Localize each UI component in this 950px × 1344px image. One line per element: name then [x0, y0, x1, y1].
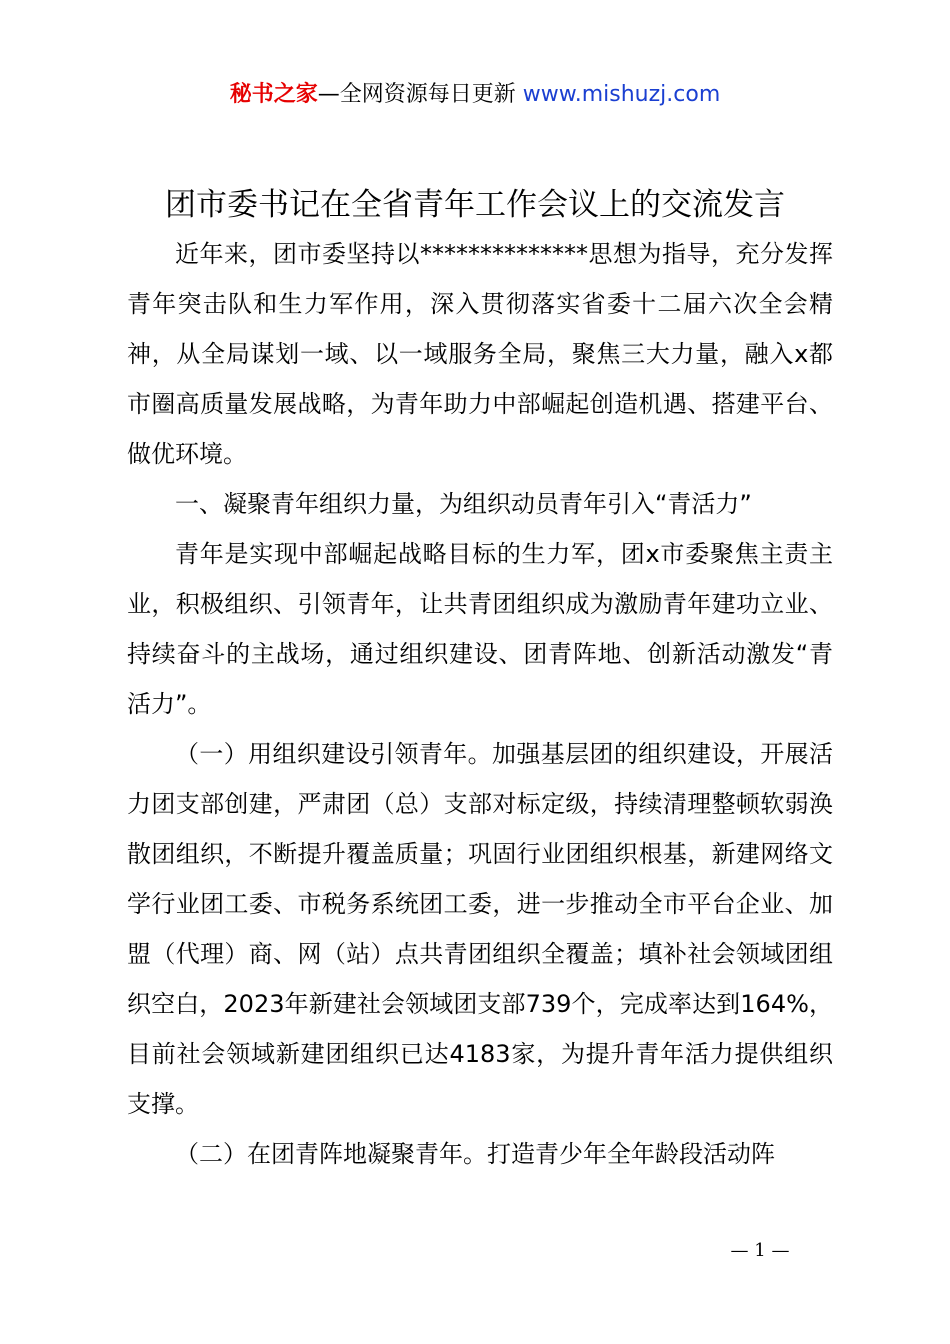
site-url-link[interactable]: www.mishuzj.com: [522, 82, 721, 107]
paragraph-section-1: 青年是实现中部崛起战略目标的生力军，团x市委聚焦主责主业，积极组织、引领青年，让共青团组织成为激励青年建功立业、持续奋斗的主战场，通过组织建设、团青阵地、创新活动激发“青活力”。: [127, 540, 833, 718]
document-body: [127, 229, 833, 1179]
document-title: 团市委书记在全省青年工作会议上的交流发言: [165, 187, 785, 223]
page-number: — 1 —: [730, 1240, 790, 1261]
header-tagline: —全网资源每日更新: [317, 82, 516, 107]
paragraph-intro: 近年来，团市委坚持以**************思想为指导，充分发挥青年突击队和生力军作用，深入贯彻落实省委十二届六次全会精神，从全局谋划一域、以一域服务全局，聚焦三大力量，融入x都市圈高质量发展战略，为青年助力中部崛起创造机遇、搭建平台、做优环境。: [127, 240, 833, 468]
paragraph-subsection-1: （一）用组织建设引领青年。加强基层团的组织建设，开展活力团支部创建，严肃团（总）支部对标定级，持续清理整顿软弱涣散团组织，不断提升覆盖质量；巩固行业团组织根基，新建网络文学行业团工委、市税务系统团工委，进一步推动全市平台企业、加盟（代理）商、网（站）点共青团组织全覆盖；填补社会领域团组织空白，2023年新建社会领域团支部739个，完成率达到164%，目前社会领域新建团组织已达4183家，为提升青年活力提供组织支撑。: [127, 740, 833, 1118]
site-header: [0, 78, 950, 112]
section-heading-1: 一、凝聚青年组织力量，为组织动员青年引入“青活力”: [175, 490, 752, 518]
brand-name: 秘书之家: [229, 82, 318, 107]
paragraph-subsection-2: （二）在团青阵地凝聚青年。打造青少年全年龄段活动阵: [175, 1140, 775, 1168]
